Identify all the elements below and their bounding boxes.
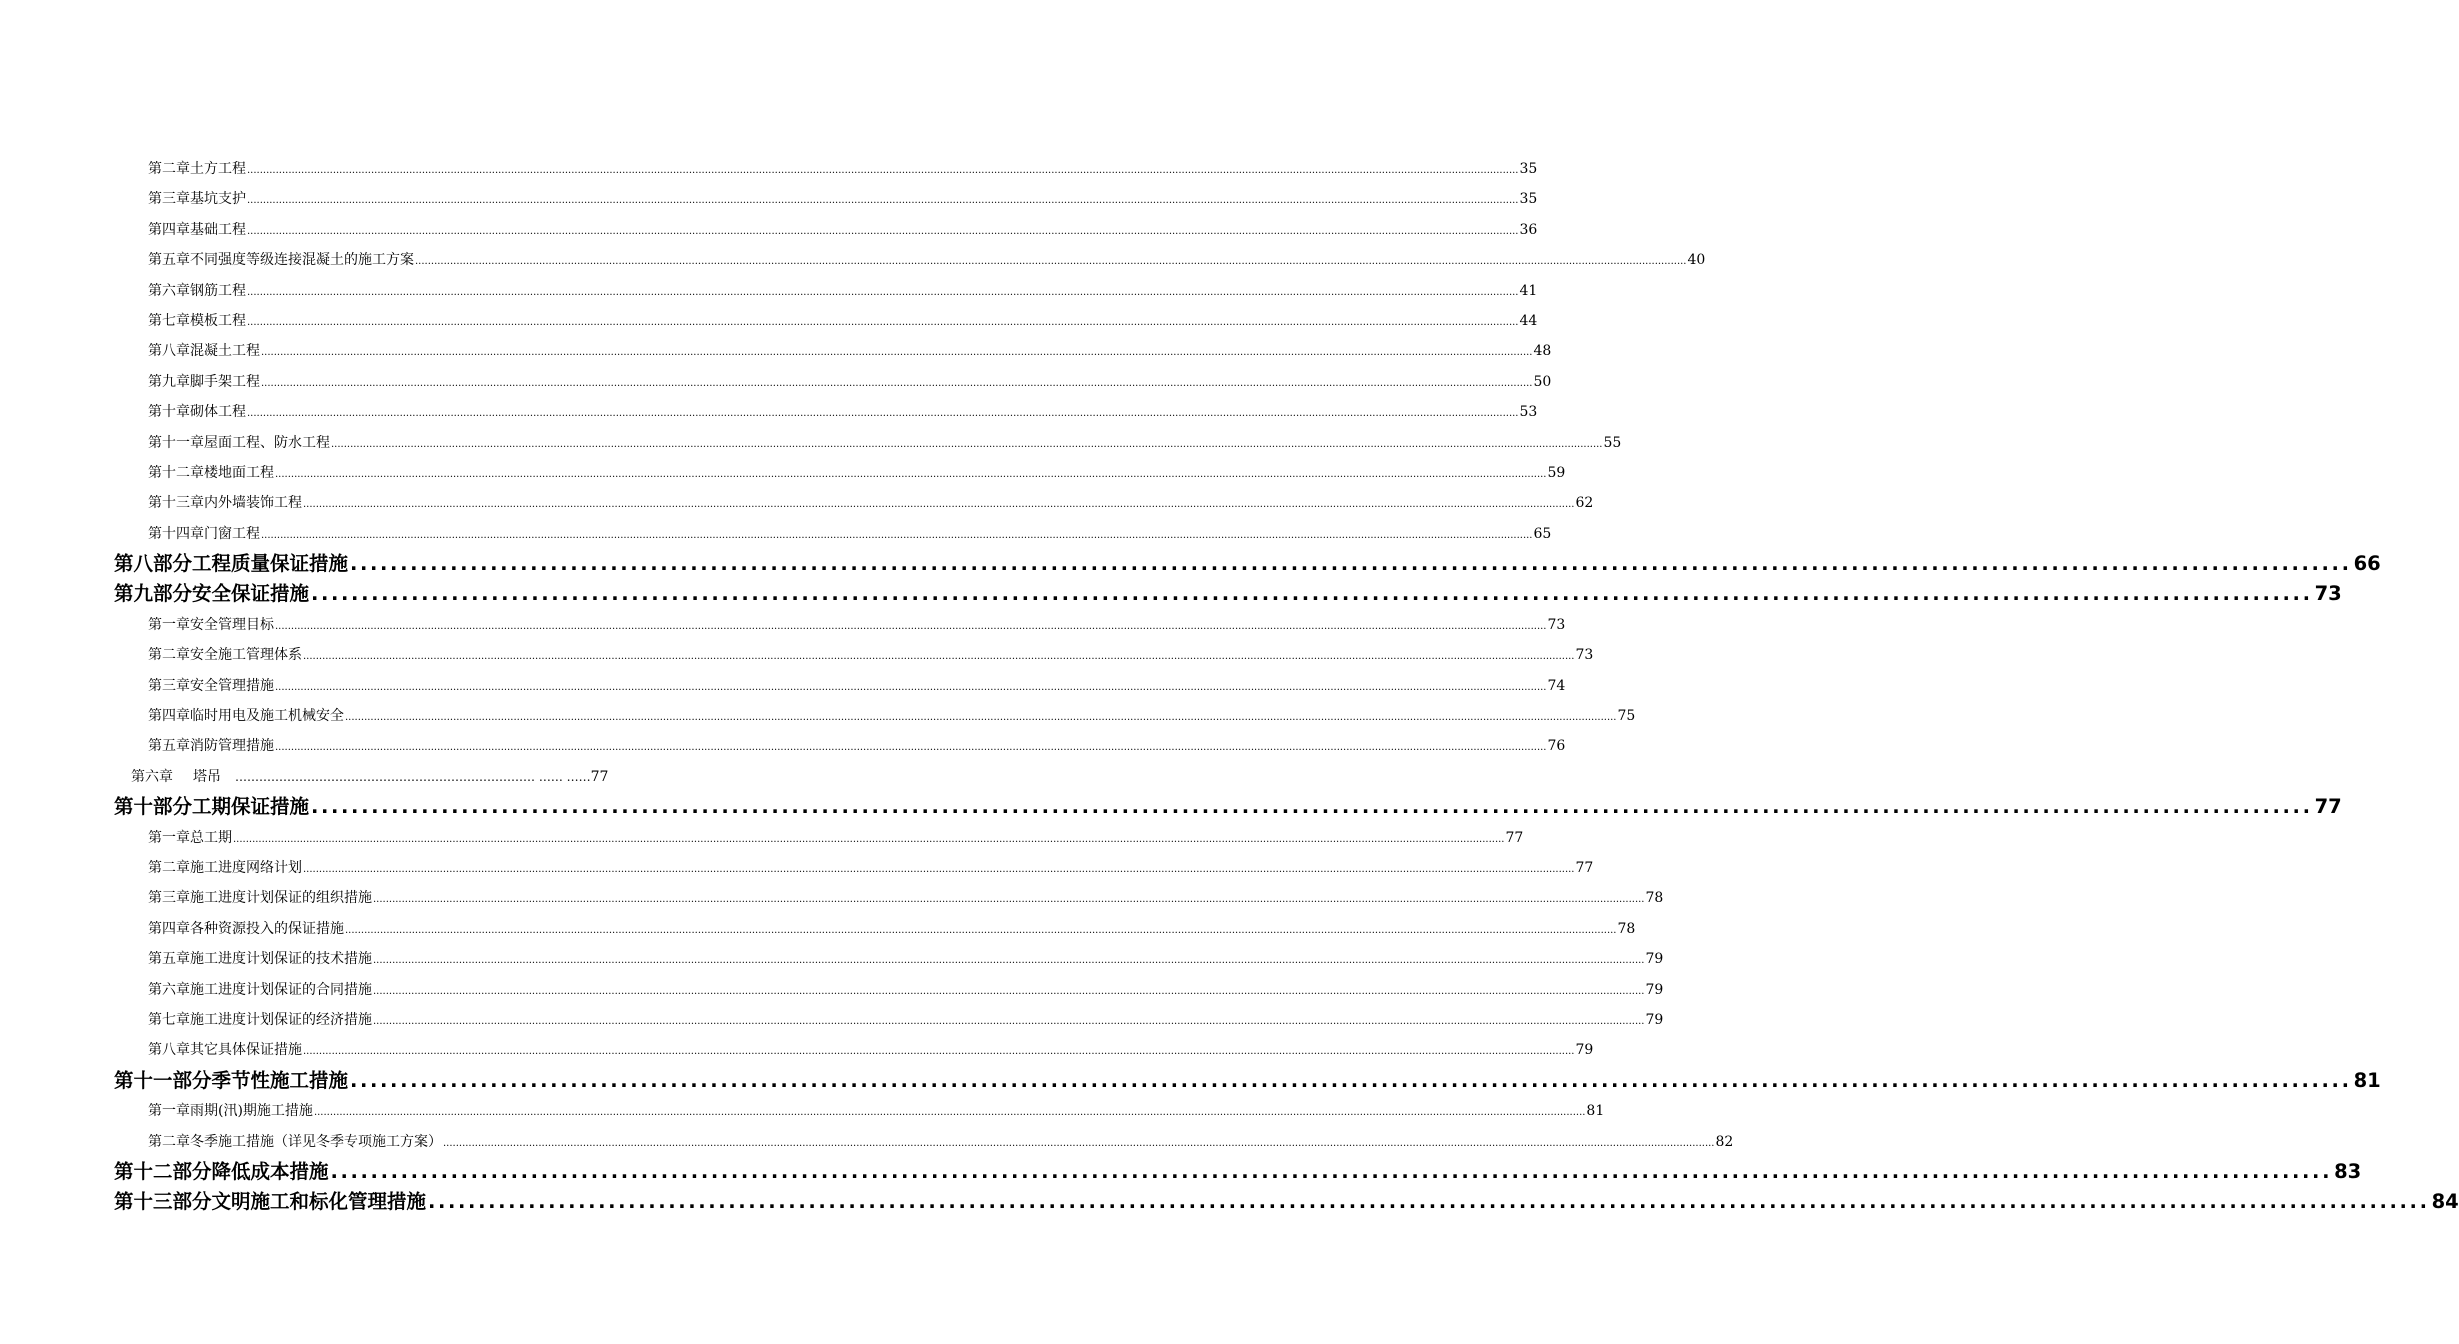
page-number: 75 — [1617, 708, 1636, 725]
chapter-number: 第一章 — [148, 1103, 190, 1120]
chapter-title: 门窗工程 — [204, 525, 260, 542]
toc-part-entry — [114, 549, 2381, 579]
page-number: 77 — [1575, 859, 1594, 876]
toc-chapter-entry — [148, 519, 1552, 549]
page-number: 62 — [1575, 495, 1594, 512]
dot-leader: ................................................................................................................................................................................................................................................................................................................................................................................................................ — [275, 742, 1547, 754]
chapter-title: 其它具体保证措施 — [190, 1042, 302, 1059]
dot-leader: ………………………………………………………………… …… …… — [235, 769, 591, 784]
page-number: 74 — [1547, 677, 1566, 694]
chapter-title: 基坑支护 — [190, 191, 246, 208]
toc-chapter-entry — [148, 245, 1706, 275]
part-number: 第十部分 — [114, 795, 193, 819]
dot-leader: ................................................................................................................................................................................................................................................................................................................................................................................................................ — [303, 499, 1575, 511]
page-number: 35 — [1519, 191, 1538, 208]
dot-leader: ................................................................................................................................................................................................................................................................................................................................................................................................................ — [373, 955, 1645, 967]
dot-leader: ................................................................................................................................................................................................................................................................................................................................................................................................................ — [275, 620, 1547, 632]
page-number: 78 — [1617, 920, 1636, 937]
toc-chapter-entry — [148, 306, 1538, 336]
page-number: 44 — [1519, 312, 1538, 329]
dot-leader: ........................................................................................................................................................................................................ — [350, 1068, 2352, 1092]
chapter-number: 第四章 — [148, 221, 190, 238]
toc-chapter-entry — [148, 610, 1566, 640]
dot-leader: ................................................................................................................................................................................................................................................................................................................................................................................................................ — [373, 985, 1645, 997]
chapter-title: 楼地面工程 — [204, 464, 274, 481]
chapter-title: 施工进度网络计划 — [190, 859, 302, 876]
page-number: 77 — [1505, 829, 1524, 846]
part-title: 安全保证措施 — [192, 582, 310, 606]
toc-chapter-entry — [148, 731, 1566, 761]
toc-part-entry — [114, 1187, 2459, 1217]
page-number: 55 — [1603, 434, 1622, 451]
part-number: 第十二部分 — [114, 1159, 212, 1183]
chapter-number: 第五章 — [148, 951, 190, 968]
dot-leader: ................................................................................................................................................................................................................................................................................................................................................................................................................ — [443, 1137, 1715, 1149]
part-title: 降低成本措施 — [211, 1159, 329, 1183]
dot-leader: ........................................................................................................................................................................................................ — [428, 1190, 2430, 1214]
toc-part-entry — [114, 1066, 2381, 1096]
toc-chapter-entry — [148, 1005, 1664, 1035]
page-number: 50 — [1533, 373, 1552, 390]
toc-chapter-entry — [148, 944, 1664, 974]
toc-chapter-entry — [131, 762, 821, 792]
part-number: 第十三部分 — [114, 1190, 212, 1214]
page-number: 73 — [1547, 616, 1566, 633]
page-number: 65 — [1533, 525, 1552, 542]
chapter-title: 各种资源投入的保证措施 — [190, 920, 344, 937]
toc-chapter-entry — [148, 975, 1664, 1005]
dot-leader: ................................................................................................................................................................................................................................................................................................................................................................................................................ — [373, 1015, 1645, 1027]
toc-chapter-entry — [148, 397, 1538, 427]
chapter-number: 第三章 — [148, 677, 190, 694]
page-number: 83 — [2334, 1159, 2362, 1183]
toc-chapter-entry — [148, 276, 1538, 306]
chapter-title: 安全施工管理体系 — [190, 647, 302, 664]
dot-leader: ................................................................................................................................................................................................................................................................................................................................................................................................................ — [233, 833, 1505, 845]
page-number: 84 — [2431, 1190, 2459, 1214]
toc-chapter-entry — [148, 1035, 1594, 1065]
chapter-title: 土方工程 — [190, 161, 246, 177]
dot-leader: ................................................................................................................................................................................................................................................................................................................................................................................................................ — [345, 712, 1617, 724]
chapter-title: 脚手架工程 — [190, 373, 260, 390]
chapter-title: 冬季施工措施（详见冬季专项施工方案） — [190, 1133, 442, 1150]
page-number: 41 — [1519, 282, 1538, 299]
chapter-title: 基础工程 — [190, 221, 246, 238]
chapter-number: 第七章 — [148, 312, 190, 329]
chapter-title: 安全管理措施 — [190, 677, 274, 694]
chapter-title: 雨期(汛)期施工措施 — [190, 1103, 313, 1120]
toc-chapter-entry — [148, 883, 1664, 913]
page-number: 53 — [1519, 404, 1538, 421]
toc-part-entry — [114, 579, 2342, 609]
chapter-title: 塔吊 — [193, 768, 221, 785]
chapter-title: 施工进度计划保证的组织措施 — [190, 890, 372, 907]
toc-chapter-entry — [148, 367, 1552, 397]
page-number: 79 — [1645, 1011, 1664, 1028]
dot-leader: ................................................................................................................................................................................................................................................................................................................................................................................................................ — [261, 377, 1533, 389]
toc-chapter-entry — [148, 458, 1566, 488]
dot-leader: ........................................................................................................................................................................................................ — [311, 582, 2313, 606]
part-title: 工程质量保证措施 — [192, 552, 349, 576]
chapter-title: 混凝土工程 — [190, 343, 260, 360]
chapter-number: 第八章 — [148, 1042, 190, 1059]
page-number: 81 — [1586, 1103, 1605, 1120]
page-number: 76 — [1547, 738, 1566, 755]
toc-chapter-entry — [148, 154, 1538, 184]
chapter-title: 临时用电及施工机械安全 — [190, 708, 344, 725]
toc-chapter-entry — [148, 640, 1594, 670]
page-number: 79 — [1575, 1042, 1594, 1059]
toc-chapter-entry — [148, 215, 1538, 245]
page-number: 73 — [1575, 647, 1594, 664]
toc-part-entry — [114, 792, 2342, 822]
dot-leader: ................................................................................................................................................................................................................................................................................................................................................................................................................ — [303, 1046, 1575, 1058]
toc-chapter-entry — [148, 1127, 1734, 1157]
table-of-contents — [0, 154, 2459, 1218]
chapter-number: 第二章 — [148, 859, 190, 876]
chapter-title: 消防管理措施 — [190, 738, 274, 755]
page-number: 77 — [2314, 795, 2342, 819]
toc-part-entry — [114, 1157, 2362, 1187]
dot-leader: ................................................................................................................................................................................................................................................................................................................................................................................................................ — [415, 256, 1687, 268]
dot-leader: ................................................................................................................................................................................................................................................................................................................................................................................................................ — [247, 408, 1519, 420]
toc-chapter-entry — [148, 823, 1524, 853]
page-number: 77 — [590, 768, 609, 785]
chapter-number: 第二章 — [148, 1133, 190, 1150]
chapter-number: 第四章 — [148, 708, 190, 725]
toc-chapter-entry — [148, 701, 1636, 731]
dot-leader: ................................................................................................................................................................................................................................................................................................................................................................................................................ — [373, 894, 1645, 906]
dot-leader: ................................................................................................................................................................................................................................................................................................................................................................................................................ — [275, 468, 1547, 480]
page-number: 79 — [1645, 951, 1664, 968]
chapter-number: 第二章 — [148, 647, 190, 664]
part-title: 工期保证措施 — [192, 795, 310, 819]
chapter-number: 第十二章 — [148, 464, 204, 481]
page-number: 73 — [2314, 582, 2342, 606]
chapter-number: 第六章 — [131, 768, 173, 785]
dot-leader: ................................................................................................................................................................................................................................................................................................................................................................................................................ — [247, 195, 1519, 207]
chapter-title: 施工进度计划保证的合同措施 — [190, 981, 372, 998]
chapter-number: 第二章 — [148, 161, 190, 177]
toc-chapter-entry — [148, 914, 1636, 944]
dot-leader: ................................................................................................................................................................................................................................................................................................................................................................................................................ — [275, 681, 1547, 693]
dot-leader: ........................................................................................................................................................................................................ — [330, 1159, 2333, 1183]
dot-leader: ................................................................................................................................................................................................................................................................................................................................................................................................................ — [331, 438, 1603, 450]
dot-leader: ........................................................................................................................................................................................................ — [311, 795, 2313, 819]
page-number: 82 — [1715, 1133, 1734, 1150]
toc-chapter-entry — [148, 336, 1552, 366]
chapter-number: 第一章 — [148, 616, 190, 633]
part-number: 第八部分 — [114, 552, 193, 576]
chapter-number: 第八章 — [148, 343, 190, 360]
chapter-number: 第七章 — [148, 1011, 190, 1028]
chapter-number: 第三章 — [148, 191, 190, 208]
dot-leader: ................................................................................................................................................................................................................................................................................................................................................................................................................ — [345, 924, 1617, 936]
part-number: 第十一部分 — [114, 1068, 212, 1092]
chapter-number: 第一章 — [148, 829, 190, 846]
chapter-number: 第五章 — [148, 252, 190, 269]
page-number: 35 — [1519, 161, 1538, 177]
chapter-number: 第十四章 — [148, 525, 204, 542]
dot-leader: ................................................................................................................................................................................................................................................................................................................................................................................................................ — [247, 225, 1519, 237]
page-number: 81 — [2353, 1068, 2381, 1092]
chapter-title: 钢筋工程 — [190, 282, 246, 299]
toc-chapter-entry — [148, 853, 1594, 883]
page-number: 66 — [2353, 552, 2381, 576]
chapter-number: 第十三章 — [148, 495, 204, 512]
chapter-number: 第十一章 — [148, 434, 204, 451]
chapter-number: 第九章 — [148, 373, 190, 390]
chapter-number: 第三章 — [148, 890, 190, 907]
page-number: 79 — [1645, 981, 1664, 998]
chapter-title: 砌体工程 — [190, 404, 246, 421]
toc-chapter-entry — [148, 671, 1566, 701]
page-number: 48 — [1533, 343, 1552, 360]
part-title: 文明施工和标化管理措施 — [211, 1190, 427, 1214]
chapter-title: 总工期 — [190, 829, 232, 846]
page-number: 36 — [1519, 221, 1538, 238]
chapter-number: 第四章 — [148, 920, 190, 937]
chapter-title: 施工进度计划保证的经济措施 — [190, 1011, 372, 1028]
chapter-number: 第六章 — [148, 282, 190, 299]
page-number: 40 — [1687, 252, 1706, 269]
dot-leader: ................................................................................................................................................................................................................................................................................................................................................................................................................ — [303, 651, 1575, 663]
part-number: 第九部分 — [114, 582, 193, 606]
toc-chapter-entry — [148, 428, 1622, 458]
chapter-title: 屋面工程、防水工程 — [204, 434, 330, 451]
chapter-title: 施工进度计划保证的技术措施 — [190, 951, 372, 968]
toc-chapter-entry — [148, 184, 1538, 214]
chapter-number: 第五章 — [148, 738, 190, 755]
chapter-title: 模板工程 — [190, 312, 246, 329]
dot-leader: ................................................................................................................................................................................................................................................................................................................................................................................................................ — [261, 347, 1533, 359]
chapter-title: 安全管理目标 — [190, 616, 274, 633]
chapter-number: 第十章 — [148, 404, 190, 421]
dot-leader: ................................................................................................................................................................................................................................................................................................................................................................................................................ — [261, 529, 1533, 541]
part-title: 季节性施工措施 — [211, 1068, 349, 1092]
toc-chapter-entry — [148, 488, 1594, 518]
dot-leader: ................................................................................................................................................................................................................................................................................................................................................................................................................ — [247, 286, 1519, 298]
dot-leader: ................................................................................................................................................................................................................................................................................................................................................................................................................ — [303, 863, 1575, 875]
toc-chapter-entry — [148, 1096, 1605, 1126]
dot-leader: ................................................................................................................................................................................................................................................................................................................................................................................................................ — [313, 1107, 1586, 1119]
dot-leader: ........................................................................................................................................................................................................ — [350, 552, 2352, 576]
chapter-number: 第六章 — [148, 981, 190, 998]
chapter-title: 内外墙装饰工程 — [204, 495, 302, 512]
chapter-title: 不同强度等级连接混凝土的施工方案 — [190, 252, 414, 269]
page-number: 59 — [1547, 464, 1566, 481]
page-number: 78 — [1645, 890, 1664, 907]
dot-leader: ................................................................................................................................................................................................................................................................................................................................................................................................................ — [247, 316, 1519, 328]
dot-leader: ................................................................................................................................................................................................................................................................................................................................................................................................................ — [247, 165, 1519, 176]
